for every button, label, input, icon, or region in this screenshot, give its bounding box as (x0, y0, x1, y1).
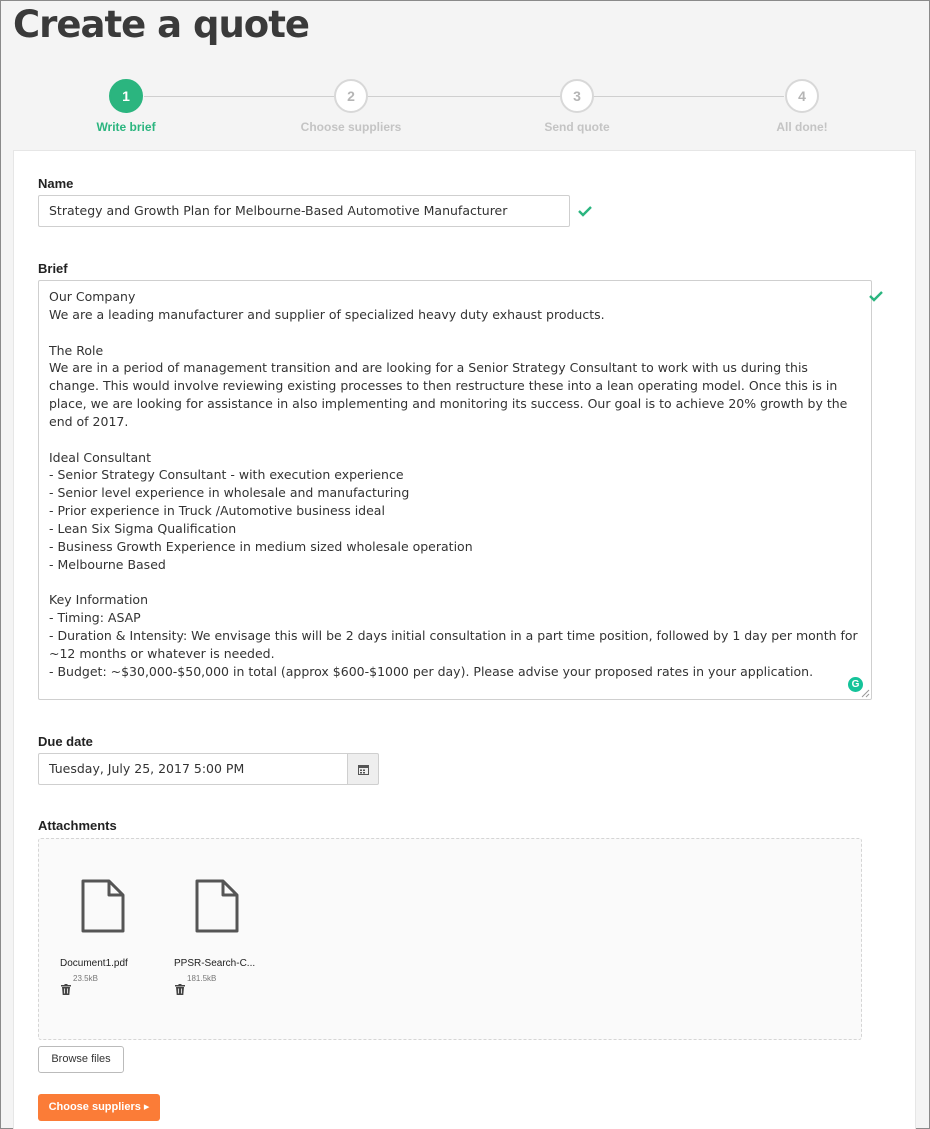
grammarly-icon[interactable]: G (848, 677, 863, 692)
step-label: Send quote (544, 120, 610, 134)
step-write-brief[interactable] (26, 79, 226, 134)
attachments-label: Attachments (38, 818, 117, 833)
attachments-dropzone[interactable] (38, 838, 862, 1040)
name-input[interactable]: Strategy and Growth Plan for Melbourne-Based Automotive Manufacturer (38, 195, 570, 227)
due-date-label: Due date (38, 734, 93, 749)
due-date-input[interactable]: Tuesday, July 25, 2017 5:00 PM (38, 753, 348, 785)
browse-files-button[interactable]: Browse files (38, 1046, 124, 1073)
step-send-quote[interactable] (477, 79, 677, 134)
choose-suppliers-button[interactable]: Choose suppliers ▸ (38, 1094, 160, 1121)
name-label: Name (38, 176, 74, 191)
step-all-done[interactable] (702, 79, 902, 134)
page-title: Create a quote (13, 3, 310, 46)
calendar-icon (358, 764, 369, 775)
name-check-icon (578, 205, 592, 217)
step-number: 3 (560, 79, 594, 113)
step-label: Write brief (96, 120, 156, 134)
attachment-size: 23.5kB (73, 974, 98, 983)
calendar-button[interactable] (347, 753, 379, 785)
stepper-line (144, 96, 784, 97)
brief-check-icon (869, 290, 883, 302)
file-icon (194, 879, 240, 933)
attachment-size: 181.5kB (187, 974, 217, 983)
trash-icon[interactable] (175, 984, 185, 995)
attachment-name: PPSR-Search-C... (174, 958, 256, 969)
step-label: All done! (776, 120, 828, 134)
step-choose-suppliers[interactable] (251, 79, 451, 134)
progress-stepper (1, 79, 930, 139)
step-number: 1 (109, 79, 143, 113)
attachment-name: Document1.pdf (60, 958, 128, 969)
step-number: 2 (334, 79, 368, 113)
brief-label: Brief (38, 261, 68, 276)
step-label: Choose suppliers (300, 120, 402, 134)
trash-icon[interactable] (61, 984, 71, 995)
resize-handle-icon[interactable] (861, 689, 870, 698)
brief-textarea[interactable]: Our Company We are a leading manufacturer and supplier of specialized heavy duty exhaust products. The Role We are in a period of management transition and are looking for a Senior Strategy Consultant to work with us during this change. This would involve reviewing existing processes to then restructure these into a lean operating model. Once this is in place, we are looking for assistance in also implementing and monitoring its success. Our goal is to achieve 20% growth by the end of 2017. Ideal Consultant - Senior Strategy Consultant - with execution experience - Senior level experience in wholesale and manufacturing - Prior experience in Truck /Automotive business ideal - Lean Six Sigma Qualification - Business Growth Experience in medium sized wholesale operation - Melbourne Based Key Information - Timing: ASAP - Duration & Intensity: We envisage this will be 2 days initial consultation in a part time position, followed by 1 day per month for ~12 months or whatever is needed. - Budget: ~$30,000-$50,000 in total (approx $600-$1000 per day). Please advise your proposed rates in your application. (38, 280, 872, 700)
step-number: 4 (785, 79, 819, 113)
file-icon (80, 879, 126, 933)
